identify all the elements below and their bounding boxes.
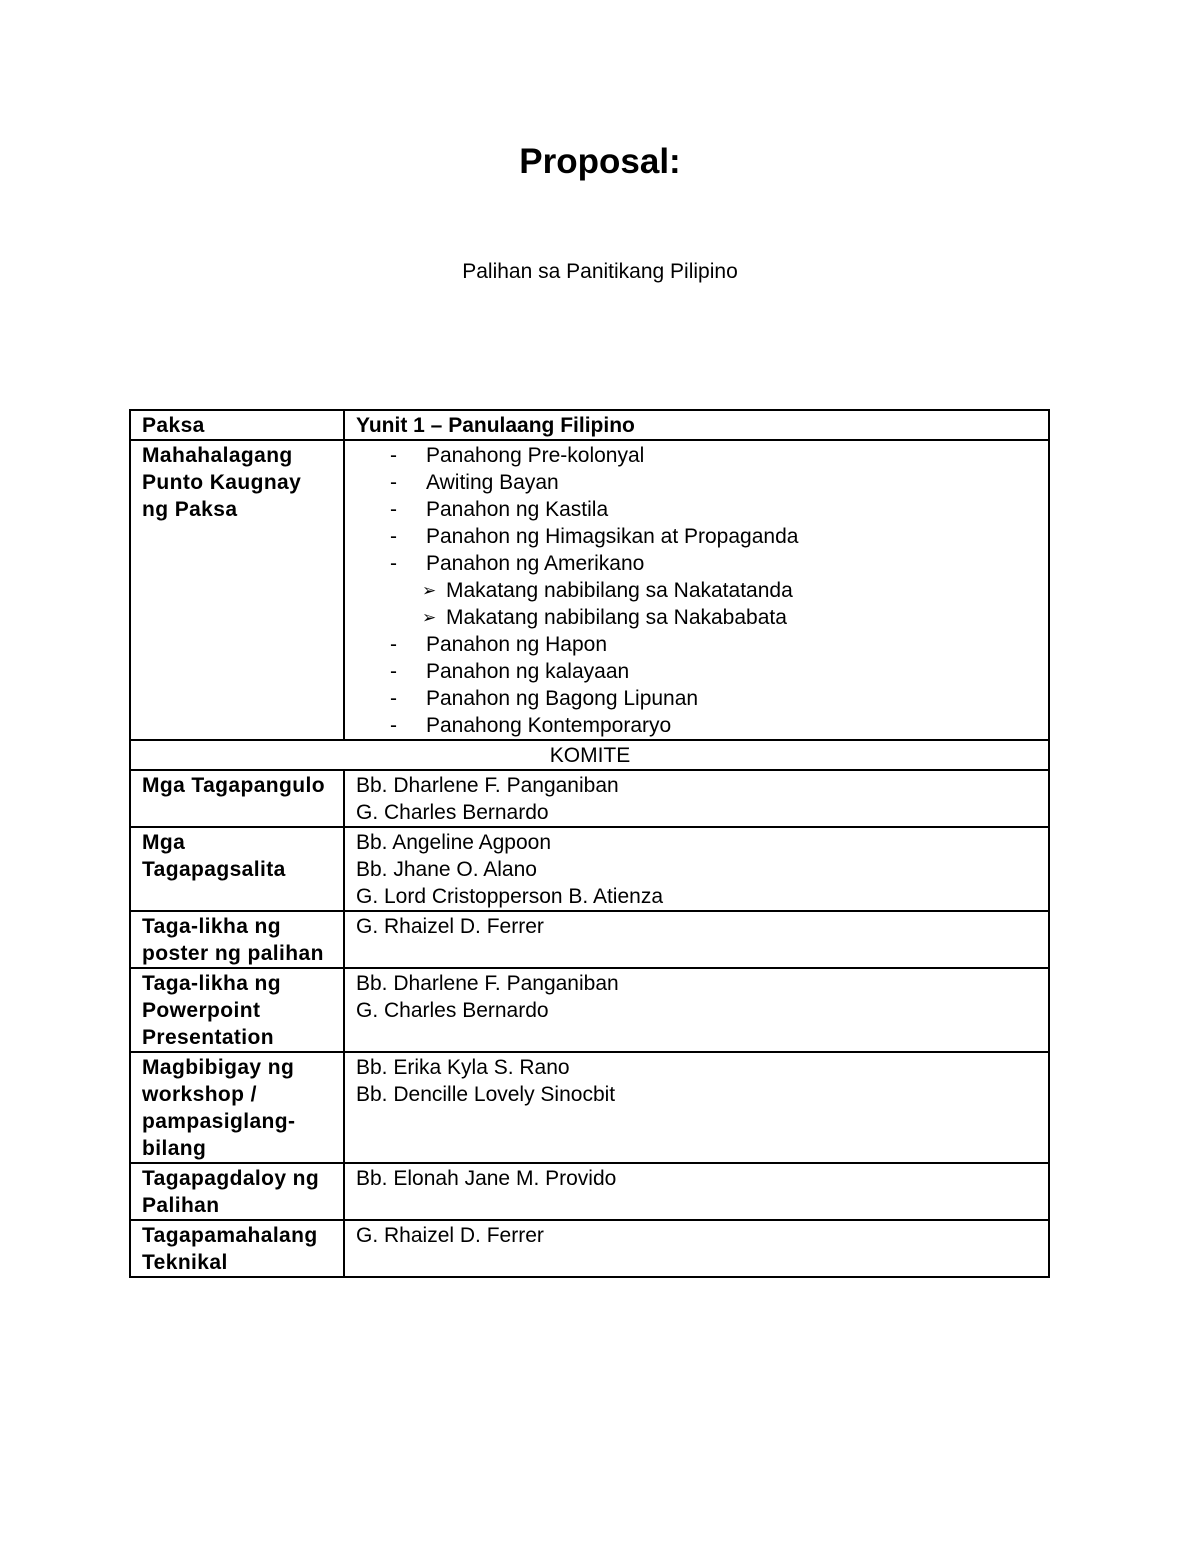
table-row-komite [130, 740, 1049, 770]
committee-members [344, 1052, 1049, 1163]
dash-bullet-icon: - [390, 714, 397, 737]
dash-bullet-icon: - [390, 552, 397, 575]
dash-bullet-icon: - [390, 687, 397, 710]
dash-bullet-icon: - [390, 498, 397, 521]
committee-row [130, 968, 1049, 1052]
topics-label: Mahahalagang Punto Kaugnay ng Paksa [130, 440, 344, 740]
committee-row [130, 1052, 1049, 1163]
committee-members [344, 1163, 1049, 1220]
committee-members [344, 770, 1049, 827]
topic-item [356, 658, 1038, 685]
arrow-bullet-icon: ➢ [422, 608, 437, 627]
dash-bullet-icon: - [390, 525, 397, 548]
member-name: Bb. Dharlene F. Panganiban [356, 774, 619, 797]
proposal-table [129, 409, 1050, 1278]
topic-text: Panahon ng Bagong Lipunan [426, 687, 699, 710]
topic-item [356, 550, 1038, 577]
paksa-value: Yunit 1 – Panulaang Filipino [344, 410, 1049, 440]
table-row-paksa [130, 410, 1049, 440]
member-name: Bb. Jhane O. Alano [356, 858, 537, 881]
topic-item [356, 685, 1038, 712]
topic-text: Awiting Bayan [426, 471, 559, 494]
committee-row [130, 911, 1049, 968]
paksa-label: Paksa [130, 410, 344, 440]
committee-rows [130, 770, 1049, 1277]
member-name: G. Rhaizel D. Ferrer [356, 1224, 544, 1247]
member-name: G. Rhaizel D. Ferrer [356, 915, 544, 938]
topics-cell [344, 440, 1049, 740]
member-name: G. Charles Bernardo [356, 801, 549, 824]
dash-bullet-icon: - [390, 471, 397, 494]
committee-row [130, 827, 1049, 911]
document-title: Proposal: [519, 142, 681, 181]
dash-bullet-icon: - [390, 660, 397, 683]
komite-heading: KOMITE [130, 740, 1049, 770]
committee-row [130, 1220, 1049, 1277]
subtopic-text: Makatang nabibilang sa Nakatatanda [446, 579, 793, 602]
committee-role: Magbibigay ng workshop / pampasiglang-bilang [130, 1052, 344, 1163]
committee-role: Taga-likha ng poster ng palihan [130, 911, 344, 968]
topic-item [356, 496, 1038, 523]
subtopic-item [356, 604, 1038, 631]
dash-bullet-icon: - [390, 444, 397, 467]
topic-text: Panahon ng Hapon [426, 633, 607, 656]
committee-role: Tagapagdaloy ng Palihan [130, 1163, 344, 1220]
committee-members [344, 827, 1049, 911]
topic-text: Panahon ng Kastila [426, 498, 609, 521]
subtopic-list [356, 577, 1038, 631]
member-name: Bb. Elonah Jane M. Provido [356, 1167, 617, 1190]
topic-text: Panahong Pre-kolonyal [426, 444, 645, 467]
topic-text: Panahon ng kalayaan [426, 660, 630, 683]
committee-role: Taga-likha ng Powerpoint Presentation [130, 968, 344, 1052]
committee-members [344, 1220, 1049, 1277]
topic-text: Panahon ng Himagsikan at Propaganda [426, 525, 799, 548]
topic-item [356, 523, 1038, 550]
subtopic-item [356, 577, 1038, 604]
member-name: Bb. Dharlene F. Panganiban [356, 972, 619, 995]
topic-item [356, 712, 1038, 739]
subtopic-text: Makatang nabibilang sa Nakababata [446, 606, 787, 629]
committee-members [344, 911, 1049, 968]
committee-role: Tagapamahalang Teknikal [130, 1220, 344, 1277]
topic-text: Panahon ng Amerikano [426, 552, 645, 575]
topics-list [356, 442, 1038, 739]
subtopic-group [356, 577, 1038, 631]
topic-item [356, 442, 1038, 469]
dash-bullet-icon: - [390, 633, 397, 656]
committee-row [130, 1163, 1049, 1220]
member-name: Bb. Erika Kyla S. Rano [356, 1056, 570, 1079]
topic-item [356, 631, 1038, 658]
committee-members [344, 968, 1049, 1052]
committee-role: Mga Tagapagsalita [130, 827, 344, 911]
member-name: G. Charles Bernardo [356, 999, 549, 1022]
member-name: Bb. Dencille Lovely Sinocbit [356, 1083, 616, 1106]
topic-item [356, 469, 1038, 496]
arrow-bullet-icon: ➢ [422, 581, 437, 600]
member-name: Bb. Angeline Agpoon [356, 831, 552, 854]
committee-row [130, 770, 1049, 827]
member-name: G. Lord Cristopperson B. Atienza [356, 885, 663, 908]
table-row-topics [130, 440, 1049, 740]
document-subtitle: Palihan sa Panitikang Pilipino [462, 260, 738, 283]
topic-text: Panahong Kontemporaryo [426, 714, 672, 737]
committee-role: Mga Tagapangulo [130, 770, 344, 827]
